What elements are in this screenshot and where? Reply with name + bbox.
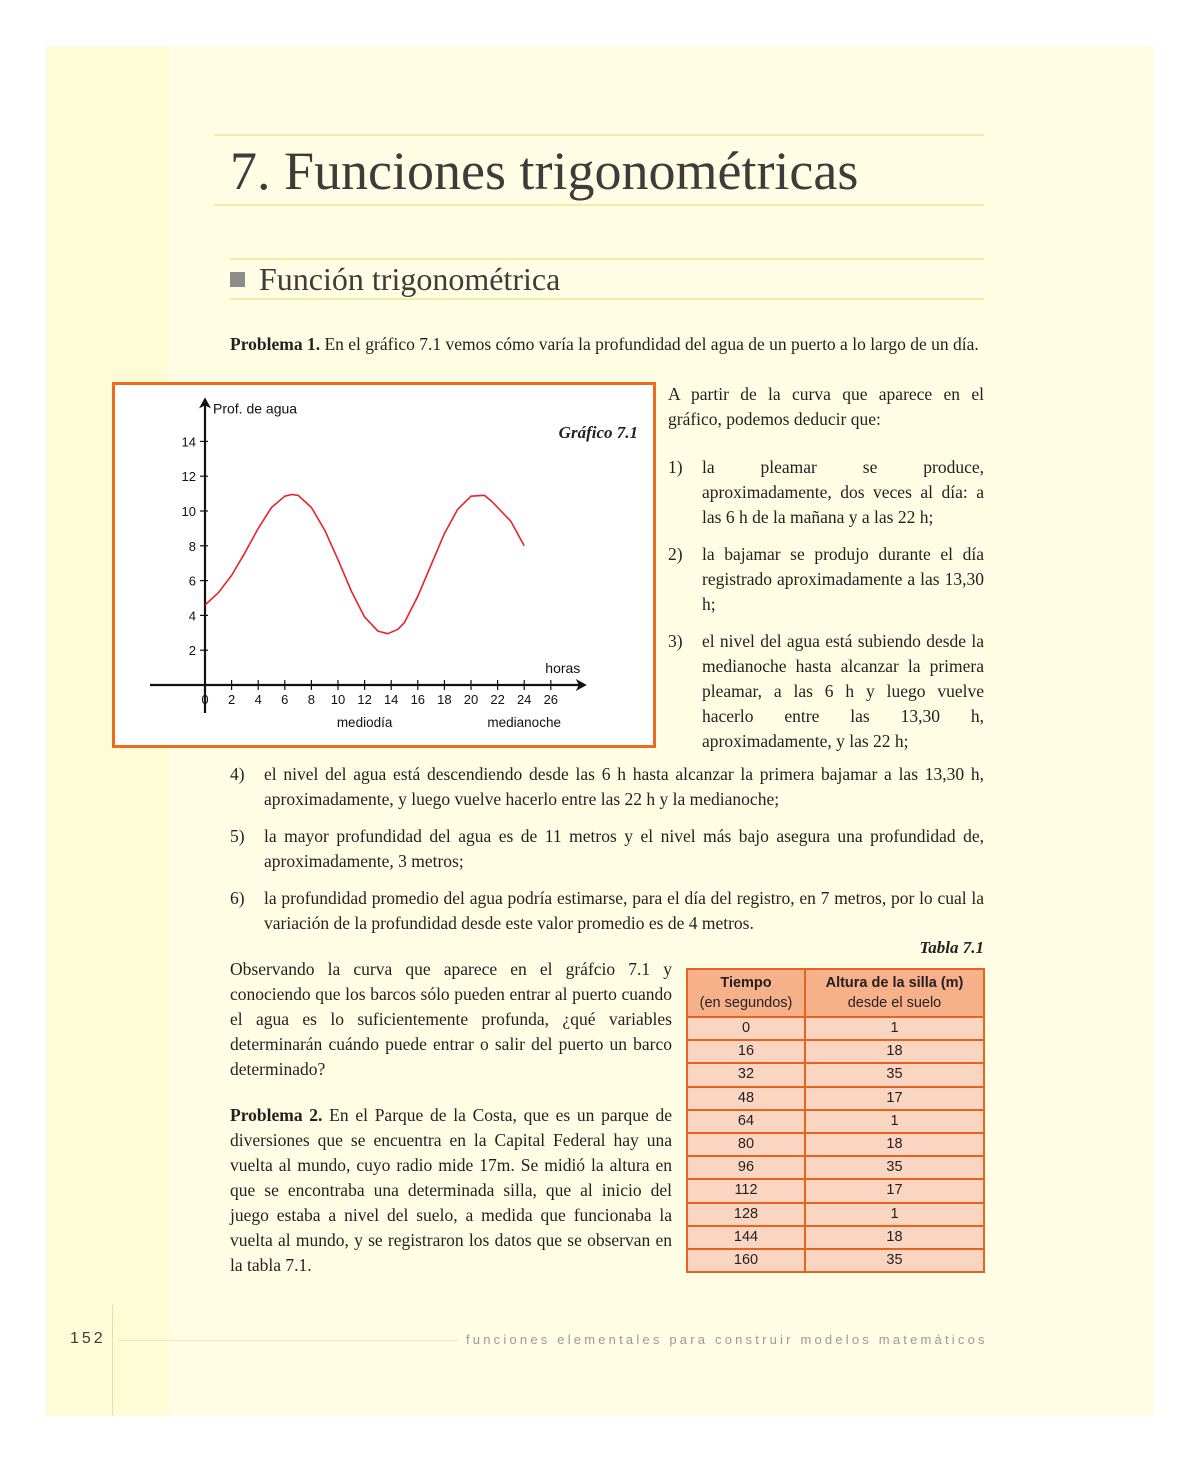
chart-labels <box>213 400 638 730</box>
deduction-item <box>230 886 984 936</box>
table-row <box>687 1226 984 1249</box>
footer-book-title: funciones elementales para construir modelos matemáticos <box>466 1332 988 1347</box>
chapter-title: 7. Funciones trigonométricas <box>230 141 859 201</box>
time-cell: 144 <box>687 1226 805 1249</box>
x-tick-label: 24 <box>516 692 532 707</box>
table-row <box>687 1110 984 1133</box>
depth-curve <box>205 495 524 634</box>
deductions-list-1 <box>668 455 984 766</box>
problem1-intro <box>230 332 984 357</box>
col1-title: Tiempo <box>720 975 772 991</box>
deduction-number: 2) <box>668 544 683 564</box>
deduction-item <box>230 824 984 874</box>
time-cell: 80 <box>687 1133 805 1156</box>
col2-title: Altura de la silla (m) <box>825 975 964 991</box>
deduction-text: el nivel del agua está descendiendo desde las 6 h hasta alcanzar la primera bajamar a las 13,30 h, aproximadamente, y luego vuelve hacerlo entre las 22 h y la medianoche; <box>264 764 984 809</box>
observing-paragraph: Observando la curva que aparece en el gráfcio 7.1 y conociendo que los barcos sólo pueden entrar al puerto cuando el agua es lo suficientemente profunda, ¿qué variables determinarán cuándo puede entrar o salir del puerto un barco determinado? <box>230 959 672 1079</box>
problem1-label: Problema 1. <box>230 334 321 354</box>
height-cell: 17 <box>805 1179 984 1202</box>
square-bullet-icon <box>230 272 245 287</box>
chart-series <box>205 495 524 634</box>
y-tick-label: 2 <box>188 643 196 659</box>
time-cell: 48 <box>687 1087 805 1110</box>
height-cell: 17 <box>805 1087 984 1110</box>
x-tick-label: 26 <box>543 692 559 707</box>
x-tick-label: 20 <box>463 692 479 707</box>
table-header-height <box>805 969 984 1017</box>
table-row <box>687 1156 984 1179</box>
chart-ticks <box>182 434 559 707</box>
table-row <box>687 1133 984 1156</box>
col1-subtitle: (en segundos) <box>699 995 793 1011</box>
depth-chart <box>112 382 656 748</box>
x-tick-label: 12 <box>357 692 372 707</box>
x-tick-label: 4 <box>254 692 262 707</box>
deduction-text: la pleamar se produce, aproximadamente, dos veces al día: a las 6 h de la mañana y a las 22 h; <box>702 457 984 527</box>
height-cell: 1 <box>805 1110 984 1133</box>
table-row <box>687 1203 984 1226</box>
height-cell: 18 <box>805 1226 984 1249</box>
x-tick-label: 6 <box>281 692 289 707</box>
problem2-paragraph <box>230 1103 672 1278</box>
x-tick-label: 14 <box>383 692 399 707</box>
page-number: 152 <box>70 1330 106 1347</box>
table-row <box>687 1063 984 1086</box>
deduction-number: 5) <box>230 826 245 846</box>
deduction-number: 6) <box>230 888 245 908</box>
problem1-intro-text: En el gráfico 7.1 vemos cómo varía la profundidad del agua de un puerto a lo largo de un día. <box>324 334 979 354</box>
x-annotation: mediodía <box>336 715 393 730</box>
y-tick-label: 6 <box>188 573 196 589</box>
deductions-list-2 <box>230 762 984 948</box>
footer-rule <box>118 1340 458 1341</box>
x-tick-label: 22 <box>490 692 505 707</box>
y-tick-label: 14 <box>181 434 196 450</box>
height-cell: 1 <box>805 1203 984 1226</box>
time-cell: 160 <box>687 1249 805 1272</box>
x-tick-label: 16 <box>410 692 426 707</box>
y-axis-label: Prof. de agua <box>213 400 298 417</box>
time-cell: 32 <box>687 1063 805 1086</box>
height-cell: 35 <box>805 1249 984 1272</box>
footer-vertical-rule <box>112 1305 113 1415</box>
deduction-item <box>668 542 984 617</box>
table-row <box>687 1017 984 1040</box>
time-cell: 96 <box>687 1156 805 1179</box>
table-row <box>687 1040 984 1063</box>
problem2-label: Problema 2. <box>230 1105 323 1125</box>
deduction-number: 1) <box>668 457 683 477</box>
time-cell: 0 <box>687 1017 805 1040</box>
y-tick-label: 4 <box>188 608 196 624</box>
height-cell: 18 <box>805 1040 984 1063</box>
table-body <box>687 1017 984 1272</box>
time-cell: 64 <box>687 1110 805 1133</box>
x-annotation: medianoche <box>487 715 561 730</box>
deduction-text: la profundidad promedio del agua podría estimarse, para el día del registro, en 7 metros, por lo cual la variación de la profundidad desde este valor promedio es de 4 metros. <box>264 888 984 933</box>
deduction-number: 4) <box>230 764 245 784</box>
time-cell: 112 <box>687 1179 805 1202</box>
time-cell: 128 <box>687 1203 805 1226</box>
height-cell: 35 <box>805 1063 984 1086</box>
table-header-time <box>687 969 805 1017</box>
table-caption: Tabla 7.1 <box>919 938 984 957</box>
y-tick-label: 12 <box>181 469 196 485</box>
x-tick-label: 8 <box>307 692 316 707</box>
chart-title: Gráfico 7.1 <box>558 423 638 442</box>
x-tick-label: 18 <box>437 692 452 707</box>
deduction-text: la mayor profundidad del agua es de 11 metros y el nivel más bajo asegura una profundidad de, aproximadamente, 3 metros; <box>264 826 984 871</box>
section-title-text: Función trigonométrica <box>259 261 561 297</box>
deduction-item <box>668 629 984 754</box>
deduction-item <box>668 455 984 530</box>
chart-axes <box>150 397 587 713</box>
col2-subtitle: desde el suelo <box>847 995 942 1011</box>
section-title <box>230 258 560 300</box>
y-tick-label: 10 <box>181 504 196 519</box>
x-axis-label: horas <box>545 660 581 676</box>
section-rule-bottom <box>230 298 984 300</box>
x-tick-label: 2 <box>227 692 236 707</box>
y-tick-label: 8 <box>188 538 196 554</box>
deduce-intro: A partir de la curva que aparece en el gráfico, podemos deducir que: <box>668 384 984 429</box>
height-cell: 18 <box>805 1133 984 1156</box>
table-row <box>687 1087 984 1110</box>
x-tick-label: 10 <box>330 692 346 707</box>
table-row <box>687 1179 984 1202</box>
ferris-wheel-table <box>686 968 985 1273</box>
title-rule-top <box>214 134 984 136</box>
deduction-text: el nivel del agua está subiendo desde la medianoche hasta alcanzar la primera pleamar, a las 6 h y luego vuelve hacerlo entre las 13,30 h, aproximadamente, y las 22 h; <box>702 631 984 751</box>
problem2-text: En el Parque de la Costa, que es un parque de diversiones que se encuentra en la Capital Federal hay una vuelta al mundo, cuyo radio mide 17m. Se midió la altura en que se encontraba una determinada silla, que al inicio del juego estaba a nivel del suelo, a medida que funcionaba la vuelta al mundo, y se registraron los datos que se observan en la tabla 7.1. <box>230 1105 672 1275</box>
deduction-text: la bajamar se produjo durante el día registrado aproximadamente a las 13,30 h; <box>702 544 984 614</box>
table-header-row <box>687 969 984 1017</box>
height-cell: 35 <box>805 1156 984 1179</box>
title-rule-bottom <box>214 204 984 206</box>
table-row <box>687 1249 984 1272</box>
depth-chart-svg <box>115 385 653 745</box>
height-cell: 1 <box>805 1017 984 1040</box>
deduction-item <box>230 762 984 812</box>
x-tick-label: 0 <box>201 692 209 707</box>
time-cell: 16 <box>687 1040 805 1063</box>
deduction-number: 3) <box>668 631 683 651</box>
